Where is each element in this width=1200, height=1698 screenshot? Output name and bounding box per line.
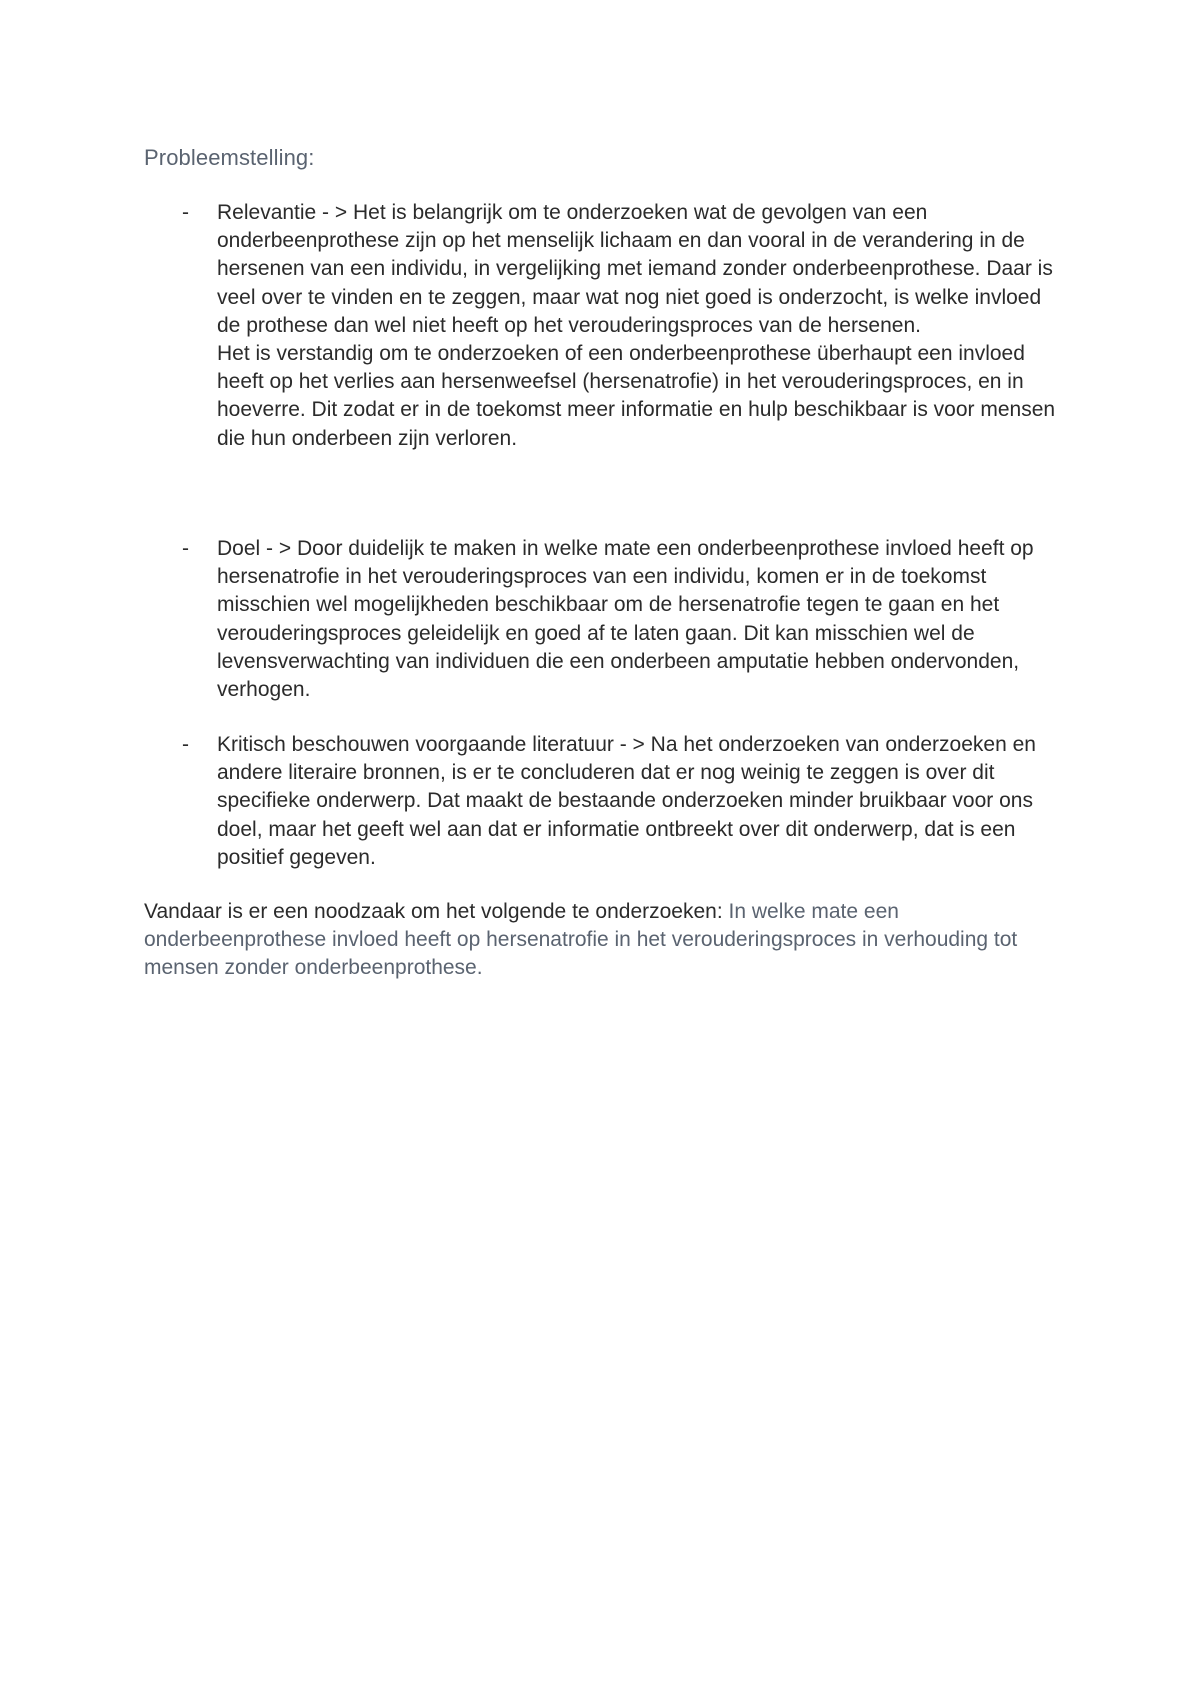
bullet-marker: -	[182, 733, 189, 756]
conclusion-paragraph	[144, 898, 1056, 982]
list-item-literature	[144, 731, 1056, 872]
paragraph: Het is verstandig om te onderzoeken of een onderbeenprothese überhaupt een invloed heeft op het verlies aan hersenweefsel (hersenatrofie) in het verouderingsproces, en in hoeverre. Dit zodat er in de toekomst meer informatie en hulp beschikbaar is voor mensen die hun onderbeen zijn verloren.	[217, 342, 1056, 450]
list-item-text	[217, 731, 1056, 872]
list-item-text	[217, 535, 1056, 704]
section-heading: Probleemstelling:	[144, 145, 315, 170]
bullet-marker: -	[182, 537, 189, 560]
bullet-marker: -	[182, 201, 189, 224]
conclusion-lead: Vandaar is er een noodzaak om het volgende te onderzoeken:	[144, 900, 729, 923]
paragraph: Kritisch beschouwen voorgaande literatuur - > Na het onderzoeken van onderzoeken en andere literaire bronnen, is er te concluderen dat er nog weinig te zeggen is over dit specifieke onderwerp. Dat maakt de bestaande onderzoeken minder bruikbaar voor ons doel, maar het geeft wel aan dat er informatie ontbreekt over dit onderwerp, dat is een positief gegeven.	[217, 733, 1036, 869]
list-item-relevance	[144, 199, 1056, 453]
paragraph: Relevantie - > Het is belangrijk om te onderzoeken wat de gevolgen van een onderbeenprothese zijn op het menselijk lichaam en dan vooral in de verandering in de hersenen van een individu, in vergelijking met iemand zonder onderbeenprothese. Daar is veel over te vinden en te zeggen, maar wat nog niet goed is onderzocht, is welke invloed de prothese dan wel niet heeft op het verouderingsproces van de hersenen.	[217, 201, 1053, 337]
research-question: In welke mate een onderbeenprothese invloed heeft op hersenatrofie in het verouderingsproces in verhouding tot mensen zonder onderbeenprothese.	[144, 900, 1018, 979]
paragraph: Doel - > Door duidelijk te maken in welke mate een onderbeenprothese invloed heeft op hersenatrofie in het verouderingsproces van een individu, komen er in de toekomst misschien wel mogelijkheden beschikbaar om de hersenatrofie tegen te gaan en het verouderingsproces geleidelijk en goed af te laten gaan. Dit kan misschien wel de levensverwachting van individuen die een onderbeen amputatie hebben ondervonden, verhogen.	[217, 537, 1034, 702]
list-item-text	[217, 199, 1056, 453]
list-item-goal	[144, 535, 1056, 704]
